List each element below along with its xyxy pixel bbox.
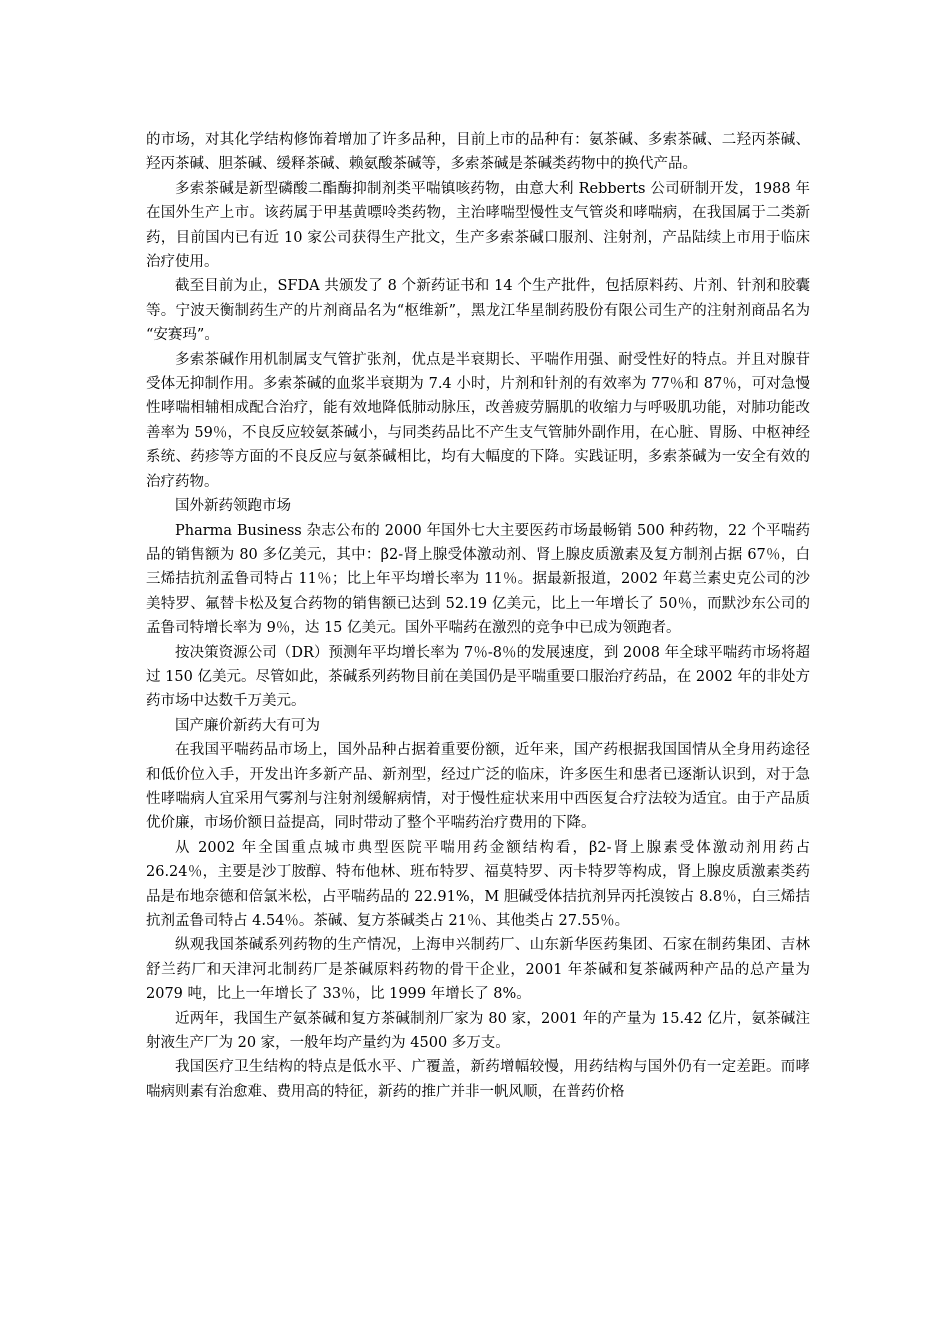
paragraph-continuation: 的市场，对其化学结构修饰着增加了许多品种，目前上市的品种有：氨茶碱、多索茶碱、二羟丙茶碱、羟丙茶碱、胆茶碱、缓释茶碱、赖氨酸茶碱等，多索茶碱是茶碱类药物中的换代产品。 — [146, 132, 810, 173]
paragraph-sfda-approvals: 截至目前为止，SFDA 共颁发了 8 个新药证书和 14 个生产批件，包括原料药、片剂、针剂和胶囊等。宁波天衡制药生产的片剂商品名为“枢维新”，黑龙江华星制药股份有限公司生产的注射剂商品名为 “安赛玛”。 — [146, 278, 810, 344]
paragraph-production: 纵观我国茶碱系列药物的生产情况，上海申兴制药厂、山东新华医药集团、石家在制药集团、吉林舒兰药厂和天津河北制药厂是茶碱原料药物的骨干企业，2001 年茶碱和复茶碱两种产品的总产量为 2079 吨，比上一年增长了 33％，比 1999 年增长了 8%。 — [146, 937, 810, 1003]
paragraph-doxofylline-intro: 多索茶碱是新型磷酸二酯酶抑制剂类平喘镇咳药物，由意大利 Rebberts 公司研制开发，1988 年在国外生产上市。该药属于甲基黄嘌呤类药物，主治哮喘型慢性支气管炎和哮喘病，在我国属于二类新药，目前国内已有近 10 家公司获得生产批文，生产多索茶碱口服剂、注射剂，产品陆续上市用于临床治疗使用。 — [146, 180, 810, 271]
section-heading-foreign-market: 国外新药领跑市场 — [175, 498, 291, 515]
paragraph-domestic-market: 在我国平喘药品市场上，国外品种占据着重要份额，近年来，国产药根据我国国情从全身用药途径和低价位入手，开发出许多新产品、新剂型，经过广泛的临床，许多医生和患者已逐渐认识到，对于急性哮喘病人宜采用气雾剂与注射剂缓解病情，对于慢性症状来用中西医复合疗法较为适宜。由于产品质优价廉，市场价额日益提高，同时带动了整个平喘药治疗费用的下降。 — [146, 742, 810, 832]
paragraph-2002-structure: 从 2002 年全国重点城市典型医院平喘用药金额结构看，β2-肾上腺素受体激动剂用药占 26.24％，主要是沙丁胺醇、特布他林、班布特罗、福莫特罗、丙卡特罗等构成，肾上腺皮质激素类药品是布地奈德和倍氯米松，占平喘药品的 22.91%，M 胆碱受体拮抗剂异丙托溴铵占 8.8％，白三烯拮抗剂孟鲁司特占 4.54％。茶碱、复方茶碱类占 21％、其他类占 27.55％。 — [146, 839, 810, 929]
paragraph-pharma-business: Pharma Business 杂志公布的 2000 年国外七大主要医药市场最畅销 500 种药物，22 个平喘药品的销售额为 80 多亿美元，其中：β2-肾上腺受体激动剂、肾上腺皮质激素及复方制剂占据 67％，白三烯拮抗剂孟鲁司特占 11％；比上年平均增长率为 11％。据最新报道，2002 年葛兰素史克公司的沙美特罗、氟替卡松及复合药物的销售额已达到 52.19 亿美元，比上一年增长了 50％，而默沙东公司的孟鲁司特增长率为 9％，达 15 亿美元。国外平喘药在激烈的竞争中已成为领跑者。 — [146, 522, 810, 637]
paragraph-dr-forecast: 按决策资源公司（DR）预测年平均增长率为 7％-8％的发展速度，到 2008 年全球平喘药市场将超过 150 亿美元。尽管如此，茶碱系列药物目前在美国仍是平喘重要口服治疗药品，在 2002 年的非处方药市场中达数千万美元。 — [146, 644, 810, 710]
document-page — [146, 128, 810, 1104]
paragraph-manufacturers: 近两年，我国生产氨茶碱和复方茶碱制剂厂家为 80 家，2001 年的产量为 15.42 亿片，氨茶碱注射液生产厂为 20 家，一般年均产量约为 4500 多万支。 — [146, 1010, 810, 1052]
paragraph-mechanism: 多索茶碱作用机制属支气管扩张剂，优点是半衰期长、平喘作用强、耐受性好的特点。并且对腺苷受体无抑制作用。多索茶碱的血浆半衰期为 7.4 小时，片剂和针剂的有效率为 77％和 87％，可对急慢性哮喘相辅相成配合治疗，能有效地降低肺动脉压，改善疲劳膈肌的收缩力与呼吸肌功能，对肺功能改善率为 59％，不良反应较氨茶碱小，与同类药品比不产生支气管肺外副作用，在心脏、胃肠、中枢神经系统、药疹等方面的不良反应与氨茶碱相比，均有大幅度的下降。实践证明，多索茶碱为一安全有效的治疗药物。 — [146, 351, 810, 490]
section-heading-domestic-drugs: 国产廉价新药大有可为 — [175, 717, 320, 734]
paragraph-healthcare-structure: 我国医疗卫生结构的特点是低水平、广覆盖，新药增幅较慢，用药结构与国外仍有一定差距。而哮喘病则素有治愈难、费用高的特征，新药的推广并非一帆风顺，在普药价格 — [146, 1059, 810, 1100]
